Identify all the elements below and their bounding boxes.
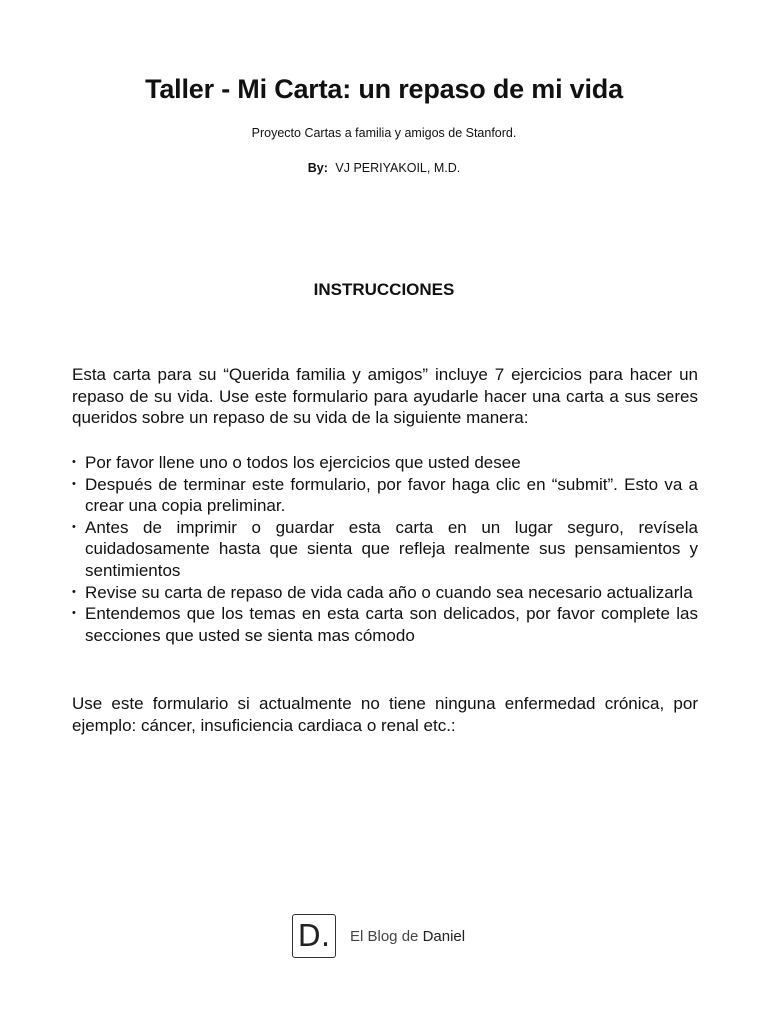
section-heading-instructions: INSTRUCCIONES [313, 280, 455, 299]
list-item-text: Antes de imprimir o guardar esta carta en un lugar seguro, revísela cuidadosamente hasta que sienta que refleja realmente sus pensamientos y sentimientos [85, 517, 698, 580]
brand-text [350, 928, 465, 945]
list-item [72, 582, 698, 604]
list-item-text: Revise su carta de repaso de vida cada año o cuando sea necesario actualizarla [85, 582, 693, 602]
brand-prefix: El Blog de [350, 927, 419, 945]
list-item [72, 452, 698, 474]
list-item [72, 603, 698, 646]
bullet-icon: • [72, 520, 76, 533]
bullet-icon: • [72, 456, 76, 468]
bullet-icon: • [72, 585, 76, 598]
logo-letter: D. [297, 918, 331, 954]
instructions-list [72, 452, 698, 646]
bullet-icon: • [72, 477, 76, 490]
list-item [72, 474, 698, 517]
byline [0, 161, 768, 175]
closing-paragraph: Use este formulario si actualmente no tiene ninguna enfermedad crónica, por ejemplo: cáncer, insuficiencia cardiaca o renal etc.: [72, 694, 698, 735]
byline-label: By: [307, 161, 328, 175]
blog-logo-icon [292, 914, 336, 958]
list-item-text: Después de terminar este formulario, por favor haga clic en “submit”. Esto va a crear una copia preliminar. [85, 474, 698, 516]
list-item [72, 517, 698, 582]
footer-brand [292, 914, 465, 958]
subtitle: Proyecto Cartas a familia y amigos de Stanford. [251, 126, 517, 140]
list-item-text: Por favor llene uno o todos los ejercicios que usted desee [85, 453, 521, 472]
list-item-text: Entendemos que los temas en esta carta son delicados, por favor complete las secciones que usted se sienta mas cómodo [85, 604, 698, 645]
bullet-icon: • [72, 607, 76, 620]
page-title: Taller - Mi Carta: un repaso de mi vida [145, 74, 623, 104]
intro-paragraph: Esta carta para su “Querida familia y amigos” incluye 7 ejercicios para hacer un repaso de su vida. Use este formulario para ayudarle hacer una carta a sus seres queridos sobre un repaso de su vida de la siguiente manera: [72, 365, 698, 428]
brand-name: Daniel [422, 927, 466, 945]
author-name: VJ PERIYAKOIL, M.D. [335, 161, 461, 175]
